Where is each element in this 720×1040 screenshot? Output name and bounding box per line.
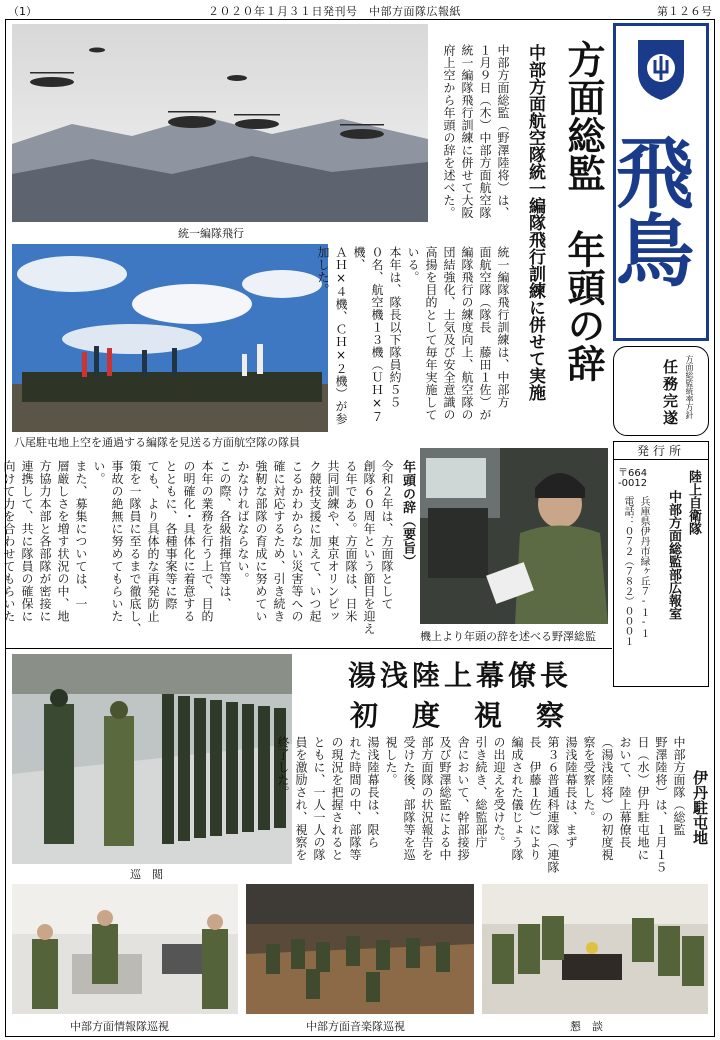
article2-body (276, 736, 688, 876)
publisher-postal-mark: 〒664 (618, 468, 648, 479)
p3-line: 方協力本部と各部隊が密接に (38, 460, 52, 623)
article1-lead (432, 44, 512, 224)
a2-line: 引き続き、総監部庁 (474, 736, 488, 849)
p3-line: 連携して、共に隊員の確保に (20, 460, 34, 623)
photo-band-unit (246, 884, 474, 1014)
a2-line: 日（水）伊丹駐屯地に (636, 736, 650, 861)
p3-line: 創隊６０周年という節目を迎え (362, 460, 376, 635)
article1-para3 (2, 460, 396, 642)
p2-line: 統一編隊飛行訓練は、中部方 (496, 246, 510, 409)
photo-inspection (12, 654, 292, 864)
masthead-title: 飛鳥 (603, 132, 694, 288)
a2-line: 及び野澤総監による中 (438, 736, 452, 861)
a2-line: 察を受察した。 (582, 736, 596, 824)
motto-sub: 方面総監統率方針 (685, 355, 694, 419)
p3-line: 事故の絶無に努めてもらいた (110, 460, 124, 623)
a2-line: 部方面隊の状況報告を (420, 736, 434, 861)
p3-line: この際、各級指揮官等は、 (218, 460, 232, 610)
p3-line: 確に対応するため、引き続き (272, 460, 286, 623)
caption-photo1: 統一編隊飛行 (178, 227, 244, 240)
p3-line: 策を一隊員に至るまで徹底し、 (128, 460, 142, 635)
a2-line: 湯浅陸幕長は、まず (564, 736, 578, 849)
p2-line: ０名、航空機１３機（ＵＨ×７機、 (352, 246, 384, 423)
p3-line: 層厳しさを増す状況の中、地 (56, 460, 70, 623)
a2-line: の現況を把握されると (330, 736, 344, 861)
p2-line: 面航空隊（隊長 藤田１佐）が (478, 246, 492, 421)
a2-line: 中部方面隊（総監 (672, 736, 686, 836)
publisher-org2: 中部方面総監部広報室 (666, 490, 681, 620)
a2-line: れた時間の中、部隊等 (348, 736, 362, 861)
a2-line: 長 伊藤１佐）により (528, 736, 542, 861)
caption-photo2: 八尾駐屯地上空を通過する編隊を見送る方面航空隊の隊員 (14, 436, 300, 449)
article1-p3-title: 年頭の辞（要旨） (400, 460, 415, 568)
page-number: （1） (8, 5, 37, 18)
p3-line: とともに、各種事案等に際 (164, 460, 178, 610)
p2-line: 高揚を目的として毎年実施して (424, 246, 438, 421)
p3-line: ても、より具体的な再発防止 (146, 460, 160, 623)
a2-line: 第３６普通科連隊（連隊 (546, 736, 560, 874)
a2-line: 視した。 (384, 736, 398, 786)
issue-number: 第１２６号 (657, 5, 712, 18)
p3-line: 本年の業務を行う上で、目的 (200, 460, 214, 623)
photo-troops-watching (12, 244, 328, 432)
p2-line: 団結強化、士気及び安全意識の (442, 246, 456, 421)
a2-line: 野澤陸将）は、１月１５ (654, 736, 668, 874)
masthead (603, 23, 709, 341)
motto-box (613, 346, 709, 436)
article2-headline-line2: 初度視察 (350, 699, 599, 732)
publisher-heading: 発行所 (614, 442, 708, 460)
publisher-org1: 陸上自衛隊 (686, 470, 701, 535)
article1-subhead: 中部方面航空隊統一編隊飛行訓練に併せて実施 (525, 44, 545, 401)
a2-line: ともに、一人一人の隊 (312, 736, 326, 861)
a2-line: （湯浅陸将）の初度視 (600, 736, 614, 861)
caption-photo7: 懇 談 (570, 1020, 603, 1033)
article1-lead-line2: １月９日（木）中部方面航空隊 (478, 44, 492, 219)
photo-discussion (482, 884, 708, 1014)
a2-line: 員を激励され、視察を (294, 736, 308, 861)
motto-main: 任務完遂 (661, 359, 679, 427)
article1-headline: 方面総監 年頭の辞 (561, 40, 606, 382)
a2-line: 舎において、幹部接拶 (456, 736, 470, 861)
p2-line: ＡＨ×４機、ＣＨ×２機）が参 (334, 246, 348, 425)
p3-line: また、募集については、一 (74, 460, 88, 610)
p3-line: の明確化・具体化に着意する (182, 460, 196, 623)
article2-headline-line1: 湯浅陸上幕僚長 (348, 659, 573, 692)
photo-general-onboard (420, 448, 608, 624)
a2-line: 受けた後、部隊等を巡 (402, 736, 416, 861)
p3-line: かなければならない。 (236, 460, 250, 585)
article1-para2 (316, 246, 512, 432)
p2-line: いる。 (406, 246, 420, 284)
a2-line: おいて、陸上幕僚長 (618, 736, 632, 849)
publisher-box (613, 441, 709, 687)
p3-line: 向けて力を合わせてもらいた (2, 460, 16, 623)
publisher-phone: 電話：０７２（７８２）０００１ (622, 496, 633, 646)
caption-photo5: 中部方面情報隊巡視 (70, 1020, 169, 1033)
publisher-postal-num: -0012 (618, 478, 648, 489)
a2-line: 編成された儀じょう隊 (510, 736, 524, 861)
photo-intelligence-unit (12, 884, 238, 1014)
p3-line: い。 (92, 460, 106, 485)
p2-line: 加した。 (316, 246, 330, 296)
a2-line: 終了した。 (276, 736, 290, 799)
photo-formation-flight (12, 24, 428, 222)
p3-line: ク競技支援に加えて、いつ起 (308, 460, 322, 623)
issue-date-title: ２０２０年１月３１日発刊号 中部方面隊広報紙 (208, 5, 461, 18)
p3-line: こるかわからない災害等への (290, 460, 304, 623)
publisher-address: 兵庫県伊丹市緑ヶ丘７-１-１ (638, 496, 649, 638)
article1-lead-line3: 統一編隊飛行訓練に併せて大阪 (460, 44, 474, 219)
caption-photo4: 巡 閲 (130, 868, 163, 881)
article1-lead-line1: 中部方面総監（野澤陸将）は、 (496, 44, 510, 219)
page-header (8, 2, 712, 18)
a2-line: 湯浅陸幕長は、限ら (366, 736, 380, 849)
p3-line: る年である。方面隊は、日米 (344, 460, 358, 623)
p2-line: 本年は、隊長以下隊員約５５ (388, 246, 402, 409)
article2-location: 伊丹駐屯地 (691, 770, 709, 845)
caption-photo6: 中部方面音楽隊巡視 (306, 1020, 405, 1033)
caption-photo3: 機上より年頭の辞を述べる野澤総監 (420, 630, 596, 643)
emblem-icon (634, 36, 688, 102)
p3-line: 強靭な部隊の育成に努めてい (254, 460, 268, 623)
a2-line: の出迎えを受けた。 (492, 736, 506, 849)
section-divider (6, 648, 612, 649)
p3-line: 令和２年は、方面隊として (380, 460, 394, 610)
article1-lead-line4: 府上空から年頭の辞を述べた。 (442, 44, 456, 219)
p2-line: 編隊飛行の練度向上、航空隊の (460, 246, 474, 421)
p3-line: 共同訓練や、東京オリンピッ (326, 460, 340, 623)
